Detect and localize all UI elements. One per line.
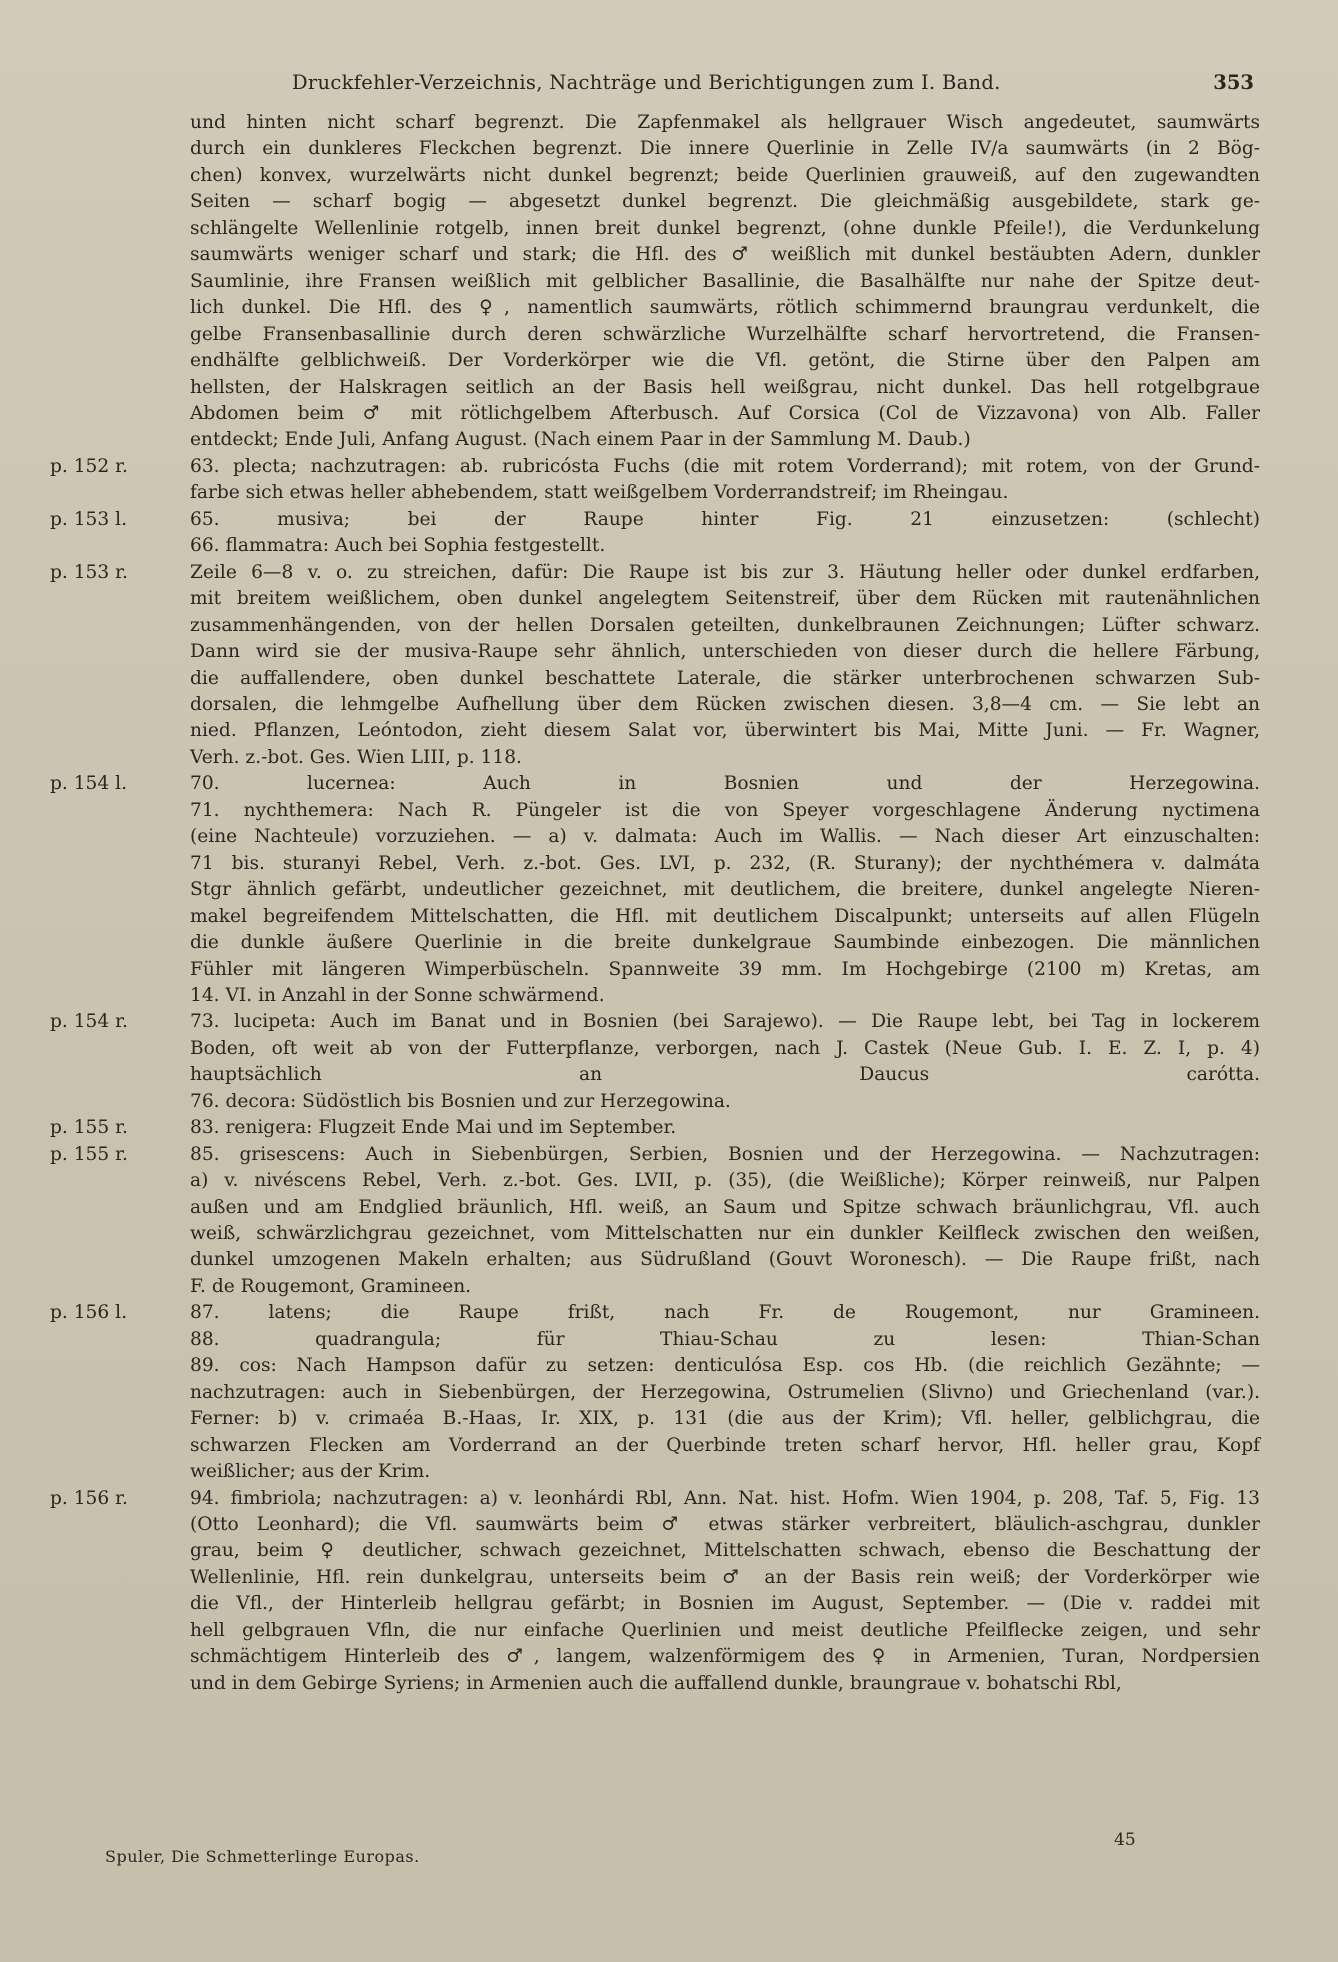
text-line: nied. Pflanzen, Leóntodon, zieht diesem Salat vor, überwintert bis Mai, Mitte Juni. — Fr. Wagner, <box>190 720 1260 742</box>
footer-book-title: Spuler, Die Schmetterlinge Europas. <box>105 1847 420 1866</box>
text-line: Dann wird sie der musiva-Raupe sehr ähnlich, unterschieden von dieser durch die hellere Färbung, <box>190 641 1260 663</box>
signature-mark: 45 <box>1114 1830 1136 1850</box>
text-line: außen und am Endglied bräunlich, Hfl. weiß, an Saum und Spitze schwach bräunlichgrau, Vfl. auch <box>190 1196 1260 1218</box>
text-line: und hinten nicht scharf begrenzt. Die Zapfenmakel als hellgrauer Wisch angedeutet, saumwärts <box>190 112 1260 133</box>
text-line: 85. grisescens: Auch in Siebenbürgen, Serbien, Bosnien und der Herzegowina. — Nachzutragen: <box>190 1143 1260 1165</box>
text-line: Ferner: b) v. crimaéa B.-Haas, Ir. XIX, p. 131 (die aus der Krim); Vfl. heller, gelblichgrau, die <box>190 1408 1260 1430</box>
text-line: 83. renigera: Flugzeit Ende Mai und im September. <box>190 1117 677 1139</box>
text-line: Saumlinie, ihre Fransen weißlich mit gelblicher Basallinie, die Basalhälfte nur nahe der Spitze deut- <box>190 270 1260 292</box>
entry-page-ref: p. 156 r. <box>50 1487 128 1509</box>
text-line: 94. fimbriola; nachzutragen: a) v. leonhárdi Rbl, Ann. Nat. hist. Hofm. Wien 1904, p. 208, Taf. 5, Fig. 13 <box>190 1487 1260 1509</box>
text-line: 73. lucipeta: Auch im Banat und in Bosnien (bei Sarajewo). — Die Raupe lebt, bei Tag in lockerem <box>190 1011 1260 1033</box>
text-line: weißlicher; aus der Krim. <box>190 1461 431 1483</box>
text-line: Seiten — scharf bogig — abgesetzt dunkel begrenzt. Die gleichmäßig ausgebildete, stark ge- <box>190 191 1260 213</box>
text-line: F. de Rougemont, Gramineen. <box>190 1275 472 1297</box>
entry <box>50 560 1260 772</box>
entry-page-ref: p. 154 r. <box>50 1011 128 1033</box>
text-line: dunkel umzogenen Makeln erhalten; aus Südrußland (Gouvt Woronesch). — Die Raupe frißt, nach <box>190 1249 1260 1271</box>
text-line: entdeckt; Ende Juli, Anfang August. (Nach einem Paar in der Sammlung M. Daub.) <box>190 429 971 451</box>
entry <box>50 1142 1260 1301</box>
text-line: chen) konvex, wurzelwärts nicht dunkel begrenzt; beide Querlinien grauweiß, auf den zugewandten <box>190 164 1260 186</box>
entry <box>50 110 1260 454</box>
text-line: dorsalen, die lehmgelbe Aufhellung über dem Rücken zwischen diesen. 3,8—4 cm. — Sie lebt an <box>190 693 1260 715</box>
page-number: 353 <box>1213 71 1254 94</box>
text-line: grau, beim ♀ deutlicher, schwach gezeichnet, Mittelschatten schwach, ebenso die Beschattung der <box>190 1540 1260 1562</box>
text-line: (Otto Leonhard); die Vfl. saumwärts beim ♂ etwas stärker verbreitert, bläulich-aschgrau, dunkler <box>190 1514 1260 1536</box>
text-line: lich dunkel. Die Hfl. des ♀, namentlich saumwärts, rötlich schimmernd braungrau verdunkelt, die <box>190 297 1260 319</box>
text-line: 87. latens; die Raupe frißt, nach Fr. de Rougemont, nur Gramineen. <box>190 1302 1260 1324</box>
text-line: Wellenlinie, Hfl. rein dunkelgrau, unterseits beim ♂ an der Basis rein weiß; der Vorderkörper wie <box>190 1566 1260 1588</box>
entry-page-ref: p. 153 r. <box>50 561 128 583</box>
text-line: Abdomen beim ♂ mit rötlichgelbem Afterbusch. Auf Corsica (Col de Vizzavona) von Alb. Faller <box>190 402 1260 424</box>
text-line: (eine Nachteule) vorzuziehen. — a) v. dalmata: Auch im Wallis. — Nach dieser Art einzuschalten: <box>190 826 1260 848</box>
entry <box>50 507 1260 560</box>
entry-page-ref: p. 155 r. <box>50 1143 128 1165</box>
text-line: Verh. z.-bot. Ges. Wien LIII, p. 118. <box>190 746 522 768</box>
entry-page-ref: p. 155 r. <box>50 1117 128 1139</box>
text-line: 65. musiva; bei der Raupe hinter Fig. 21 einzusetzen: (schlecht) <box>190 508 1260 530</box>
text-line: 71. nychthemera: Nach R. Püngeler ist die von Speyer vorgeschlagene Änderung nyctimena <box>190 799 1260 821</box>
text-line: hell gelbgrauen Vfln, die nur einfache Querlinien und meist deutliche Pfeilflecke zeigen, und sehr <box>190 1619 1260 1641</box>
text-line: Stgr ähnlich gefärbt, undeutlicher gezeichnet, mit deutlichem, die breitere, dunkel angelegte Nieren- <box>190 879 1260 901</box>
text-line: saumwärts weniger scharf und stark; die Hfl. des ♂ weißlich mit dunkel bestäubten Adern, dunkler <box>190 244 1260 266</box>
text-line: 71 bis. sturanyi Rebel, Verh. z.-bot. Ges. LVI, p. 232, (R. Sturany); der nychthémera v. dalmáta <box>190 852 1260 874</box>
text-line: farbe sich etwas heller abhebendem, statt weißgelbem Vorderrandstreif; im Rheingau. <box>190 482 1009 504</box>
text-line: die Vfl., der Hinterleib hellgrau gefärbt; in Bosnien im August, September. — (Die v. raddei mit <box>190 1593 1260 1615</box>
text-line: 66. flammatra: Auch bei Sophia festgestellt. <box>190 535 606 557</box>
text-line: die auffallendere, oben dunkel beschattete Laterale, die stärker unterbrochenen schwarzen Sub- <box>190 667 1260 689</box>
text-line: hauptsächlich an Daucus carótta. <box>190 1064 1260 1086</box>
text-line: Fühler mit längeren Wimperbüscheln. Spannweite 39 mm. Im Hochgebirge (2100 m) Kretas, am <box>190 958 1260 980</box>
text-line: durch ein dunkleres Fleckchen begrenzt. Die innere Querlinie in Zelle IV/a saumwärts (in 2 Bög- <box>190 138 1260 160</box>
entry-page-ref: p. 156 l. <box>50 1302 127 1324</box>
entry <box>50 771 1260 1009</box>
text-line: nachzutragen: auch in Siebenbürgen, der Herzegowina, Ostrumelien (Slivno) und Griechenland (var.). <box>190 1381 1260 1403</box>
entry-page-ref: p. 154 l. <box>50 773 127 795</box>
text-line: schwarzen Flecken am Vorderrand an der Querbinde treten scharf hervor, Hfl. heller grau, Kopf <box>190 1434 1260 1456</box>
text-line: makel begreifendem Mittelschatten, die Hfl. mit deutlichem Discalpunkt; unterseits auf allen Flügeln <box>190 905 1260 927</box>
page-body <box>50 110 1260 1697</box>
text-line: die dunkle äußere Querlinie in die breite dunkelgraue Saumbinde einbezogen. Die männlichen <box>190 932 1260 954</box>
text-line: schlängelte Wellenlinie rotgelb, innen breit dunkel begrenzt, (ohne dunkle Pfeile!), die Verdunkelung <box>190 217 1260 239</box>
entry <box>50 1009 1260 1115</box>
entry <box>50 454 1260 507</box>
text-line: 88. quadrangula; für Thiau-Schau zu lesen: Thian-Schan <box>190 1328 1260 1350</box>
entry <box>50 1300 1260 1485</box>
text-line: mit breitem weißlichem, oben dunkel angelegtem Seitenstreif, über dem Rücken mit rautenähnlichen <box>190 588 1260 610</box>
entry-page-ref: p. 153 l. <box>50 508 127 530</box>
text-line: zusammenhängenden, von der hellen Dorsalen geteilten, dunkelbraunen Zeichnungen; Lüfter schwarz. <box>190 614 1260 636</box>
text-line: 76. decora: Südöstlich bis Bosnien und zur Herzegowina. <box>190 1090 731 1112</box>
text-line: hellsten, der Halskragen seitlich an der Basis hell weißgrau, nicht dunkel. Das hell rotgelbgraue <box>190 376 1260 398</box>
text-line: Boden, oft weit ab von der Futterpflanze, verborgen, nach J. Castek (Neue Gub. I. E. Z. I, p. 4) <box>190 1037 1260 1059</box>
running-header <box>292 70 1254 98</box>
text-line: 63. plecta; nachzutragen: ab. rubricósta Fuchs (die mit rotem Vorderrand); mit rotem, von der Grund- <box>190 455 1260 477</box>
text-line: gelbe Fransenbasallinie durch deren schwärzliche Wurzelhälfte scharf hervortretend, die Fransen- <box>190 323 1260 345</box>
text-line: weiß, schwärzlichgrau gezeichnet, vom Mittelschatten nur ein dunkler Keilfleck zwischen den weißen, <box>190 1223 1260 1245</box>
text-line: Zeile 6—8 v. o. zu streichen, dafür: Die Raupe ist bis zur 3. Häutung heller oder dunkel erdfarben, <box>190 561 1260 583</box>
text-line: und in dem Gebirge Syriens; in Armenien auch die auffallend dunkle, braungraue v. bohatschi Rbl, <box>190 1672 1122 1694</box>
text-line: 70. lucernea: Auch in Bosnien und der Herzegowina. <box>190 773 1260 795</box>
text-line: 14. VI. in Anzahl in der Sonne schwärmend. <box>190 984 605 1006</box>
entry <box>50 1115 1260 1141</box>
text-line: schmächtigem Hinterleib des ♂, langem, walzenförmigem des ♀ in Armenien, Turan, Nordpersien <box>190 1646 1260 1668</box>
entry <box>50 1486 1260 1698</box>
text-line: 89. cos: Nach Hampson dafür zu setzen: denticulósa Esp. cos Hb. (die reichlich Gezähnte; — <box>190 1355 1260 1377</box>
text-line: a) v. nivéscens Rebel, Verh. z.-bot. Ges. LVII, p. (35), (die Weißliche); Körper reinweiß, nur Palpen <box>190 1170 1260 1192</box>
entry-page-ref: p. 152 r. <box>50 455 128 477</box>
header-title: Druckfehler-Verzeichnis, Nachträge und Berichtigungen zum I. Band. <box>292 71 1001 94</box>
text-line: endhälfte gelblichweiß. Der Vorderkörper wie die Vfl. getönt, die Stirne über den Palpen am <box>190 350 1260 372</box>
